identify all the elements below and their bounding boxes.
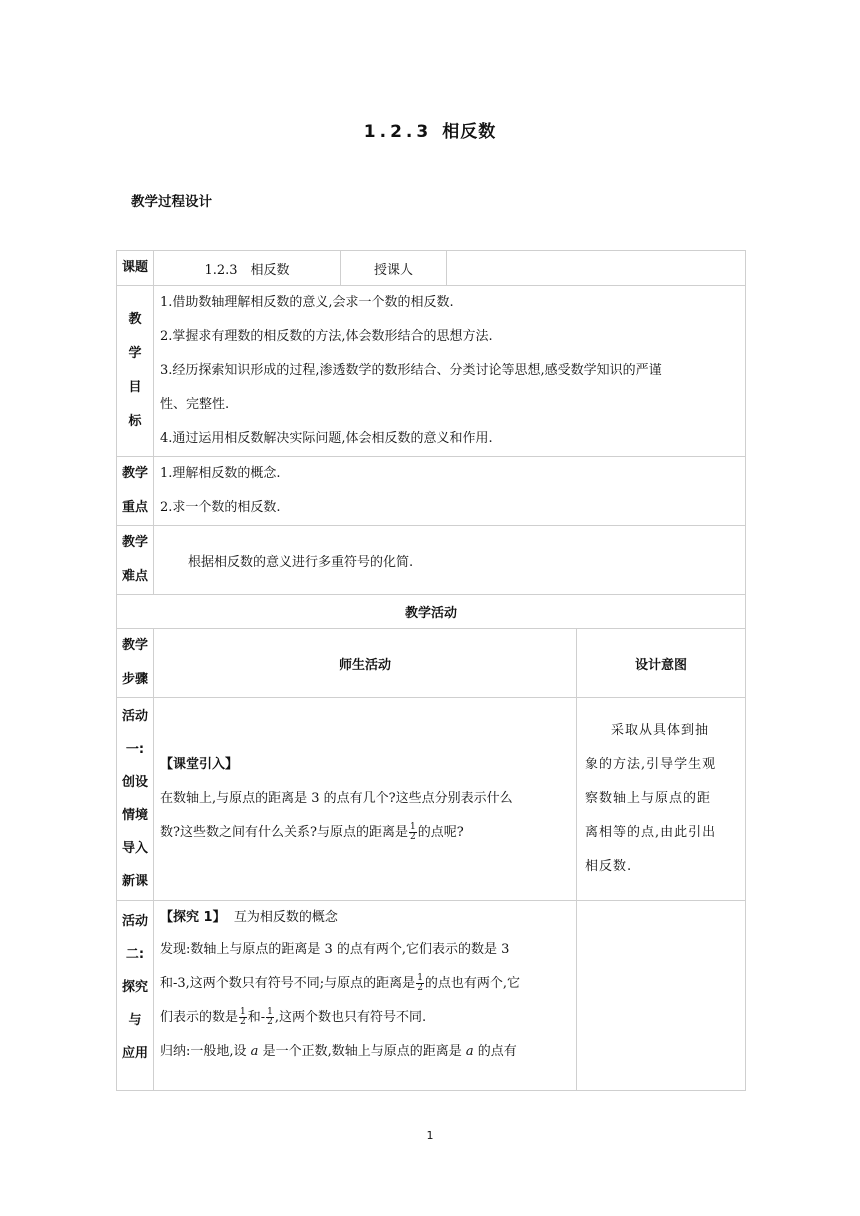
goals-label: 教 学 目 标 xyxy=(117,286,154,457)
activities-header: 教学活动 xyxy=(117,595,746,629)
key-points-content xyxy=(154,457,746,526)
activity2-design xyxy=(577,901,746,1091)
page-number: 1 xyxy=(426,1129,434,1142)
activity2-heading-line xyxy=(160,903,570,933)
difficulties-content: 根据相反数的意义进行多重符号的化简. xyxy=(154,526,746,595)
title-number: 1.2.3 xyxy=(363,122,433,142)
difficulties-label: 教学 难点 xyxy=(117,526,154,595)
info-row xyxy=(117,251,746,286)
activity2-row xyxy=(117,901,746,1091)
teacher-value xyxy=(447,251,746,286)
activities-header-row xyxy=(117,595,746,629)
teacher-label: 授课人 xyxy=(341,251,447,286)
goal-item: 3.经历探索知识形成的过程,渗透数学的数形结合、分类讨论等思想,感受数学知识的严谨 xyxy=(160,363,662,378)
activity1-line: 在数轴上,与原点的距离是 3 的点有几个?这些点分别表示什么 xyxy=(160,791,513,806)
fraction-one-half: $\frac{1}{2}$ xyxy=(267,1007,273,1027)
goal-item: 2.掌握求有理数的相反数的方法,体会数形结合的思想方法. xyxy=(160,329,493,344)
design-column-label: 设计意图 xyxy=(577,629,746,698)
activity1-row xyxy=(117,698,746,901)
activity1-heading: 【课堂引入】 xyxy=(160,757,239,772)
activity2-step: 活动 二: 探究 与 应用 xyxy=(117,901,154,1091)
activity2-topic: 互为相反数的概念 xyxy=(233,910,338,925)
key-points-row xyxy=(117,457,746,526)
step-column-label: 教学 步骤 xyxy=(117,629,154,698)
activity1-design: 采取从具体到抽 象的方法,引导学生观 察数轴上与原点的距 离相等的点,由此引出 相反数. xyxy=(577,698,746,901)
key-point-item: 1.理解相反数的概念. xyxy=(160,466,281,481)
topic-label: 课题 xyxy=(117,251,154,286)
key-points-label: 教学 重点 xyxy=(117,457,154,526)
title-text: 相反数 xyxy=(442,122,497,142)
page-title xyxy=(0,117,860,142)
columns-row xyxy=(117,629,746,698)
activity1-content xyxy=(154,698,577,901)
activity2-line: 发现:数轴上与原点的距离是 3 的点有两个,它们表示的数是 3 xyxy=(160,942,510,957)
key-point-item: 2.求一个数的相反数. xyxy=(160,500,281,515)
activity1-step: 活动 一: 创设 情境 导入 新课 xyxy=(117,698,154,901)
lesson-table xyxy=(116,250,746,1091)
activity2-heading: 【探究 1】 xyxy=(160,910,226,925)
activity2-line: 们表示的数是 $\frac{1}{2}$ 和- $\frac{1}{2}$ ,这两个数也只有符号不同. xyxy=(160,1007,427,1027)
activity-column-label: 师生活动 xyxy=(154,629,577,698)
section-heading: 教学过程设计 xyxy=(131,194,212,210)
activity2-content xyxy=(154,901,577,1091)
goals-row xyxy=(117,286,746,457)
activity2-line: 归纳:一般地,设 a 是一个正数,数轴上与原点的距离是 a 的点有 xyxy=(160,1044,517,1059)
topic-value: 1.2.3 相反数 xyxy=(154,251,341,286)
difficulties-row xyxy=(117,526,746,595)
activity2-line: 和-3,这两个数只有符号不同;与原点的距离是 $\frac{1}{2}$ 的点也有两个,它 xyxy=(160,973,521,993)
activity1-line: 数?这些数之间有什么关系?与原点的距离是 $\frac{1}{2}$ 的点呢? xyxy=(160,822,464,842)
fraction-one-half: $\frac{1}{2}$ xyxy=(417,973,423,993)
goals-content xyxy=(154,286,746,457)
goal-item: 4.通过运用相反数解决实际问题,体会相反数的意义和作用. xyxy=(160,431,493,446)
fraction-one-half: $\frac{1}{2}$ xyxy=(240,1007,246,1027)
variable-a: a xyxy=(465,1044,474,1059)
goal-item: 1.借助数轴理解相反数的意义,会求一个数的相反数. xyxy=(160,295,454,310)
goal-item: 性、完整性. xyxy=(160,397,230,412)
variable-a: a xyxy=(250,1044,259,1059)
fraction-one-half: $\frac{1}{2}$ xyxy=(409,822,416,842)
